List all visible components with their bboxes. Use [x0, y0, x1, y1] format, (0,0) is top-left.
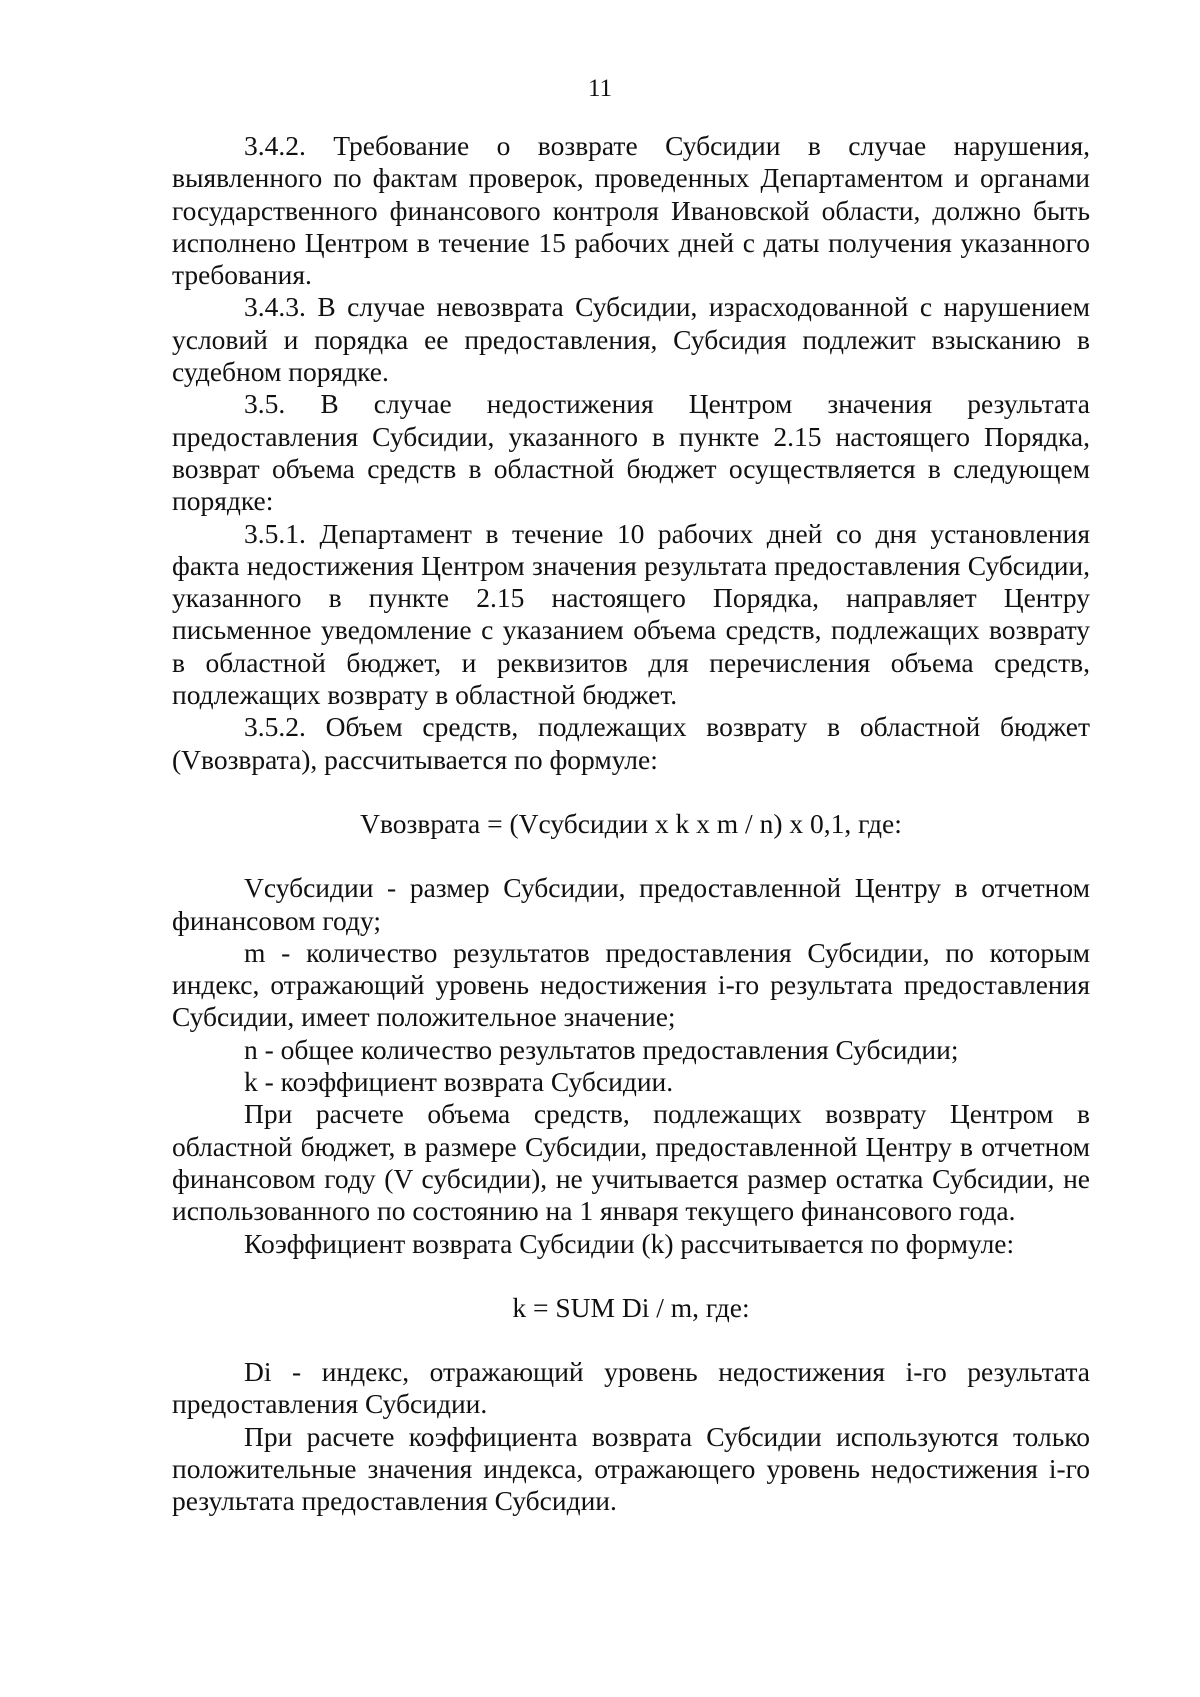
formula-coefficient: k = SUM Di / m, где:	[512, 1291, 750, 1323]
definition-k: k - коэффициент возврата Субсидии.	[244, 1066, 674, 1098]
paragraph-3-5-1: 3.5.1. Департамент в течение 10 рабочих дней со дня установления факта недостижения Центром значения результата предоставления Субсидии, указанного в пункте 2.15 настоящего Порядка, направляет Центру письменное уведомление с указанием объема средств, подлежащих возврату в областной бюджет, и реквизитов для перечисления объема средств, подлежащих возврату в областной бюджет.	[172, 517, 1090, 711]
paragraph-calculation-note: При расчете объема средств, подлежащих возврату Центром в областной бюджет, в размере Субсидии, предоставленной Центру в отчетном финансовом году (V субсидии), не учитывается размер остатка Субсидии, не использованного по состоянию на 1 января текущего финансового года.	[172, 1098, 1090, 1227]
definition-di: Di - индекс, отражающий уровень недостижения i-го результата предоставления Субсидии.	[172, 1356, 1090, 1420]
paragraph-positive-values: При расчете коэффициента возврата Субсидии используются только положительные значения индекса, отражающего уровень недостижения i-го результата предоставления Субсидии.	[172, 1420, 1090, 1517]
formula-return-volume: Vвозврата = (Vсубсидии x k x m / n) x 0,1, где:	[360, 807, 902, 839]
definition-n: n - общее количество результатов предоставления Субсидии;	[244, 1033, 959, 1065]
definition-m: m - количество результатов предоставления Субсидии, по которым индекс, отражающий уровень недостижения i-го результата предоставления Субсидии, имеет положительное значение;	[172, 936, 1090, 1033]
page-number: 11	[587, 75, 613, 102]
paragraph-3-4-2: 3.4.2. Требование о возврате Субсидии в случае нарушения, выявленного по фактам проверок, проведенных Департаментом и органами государственного финансового контроля Ивановской области, должно быть исполнено Центром в течение 15 рабочих дней с даты получения указанного требования.	[172, 130, 1090, 291]
paragraph-3-5-2: 3.5.2. Объем средств, подлежащих возврату в областной бюджет (Vвозврата), рассчитывается по формуле:	[172, 711, 1090, 775]
paragraph-3-5: 3.5. В случае недостижения Центром значения результата предоставления Субсидии, указанного в пункте 2.15 настоящего Порядка, возврат объема средств в областной бюджет осуществляется в следующем порядке:	[172, 388, 1090, 517]
paragraph-3-4-3: 3.4.3. В случае невозврата Субсидии, израсходованной с нарушением условий и порядка ее предоставления, Субсидия подлежит взысканию в судебном порядке.	[172, 291, 1090, 388]
definition-v-subsidy: Vсубсидии - размер Субсидии, предоставленной Центру в отчетном финансовом году;	[172, 872, 1090, 936]
document-body	[172, 130, 1090, 1518]
paragraph-coefficient-intro: Коэффициент возврата Субсидии (k) рассчитывается по формуле:	[244, 1227, 1015, 1259]
